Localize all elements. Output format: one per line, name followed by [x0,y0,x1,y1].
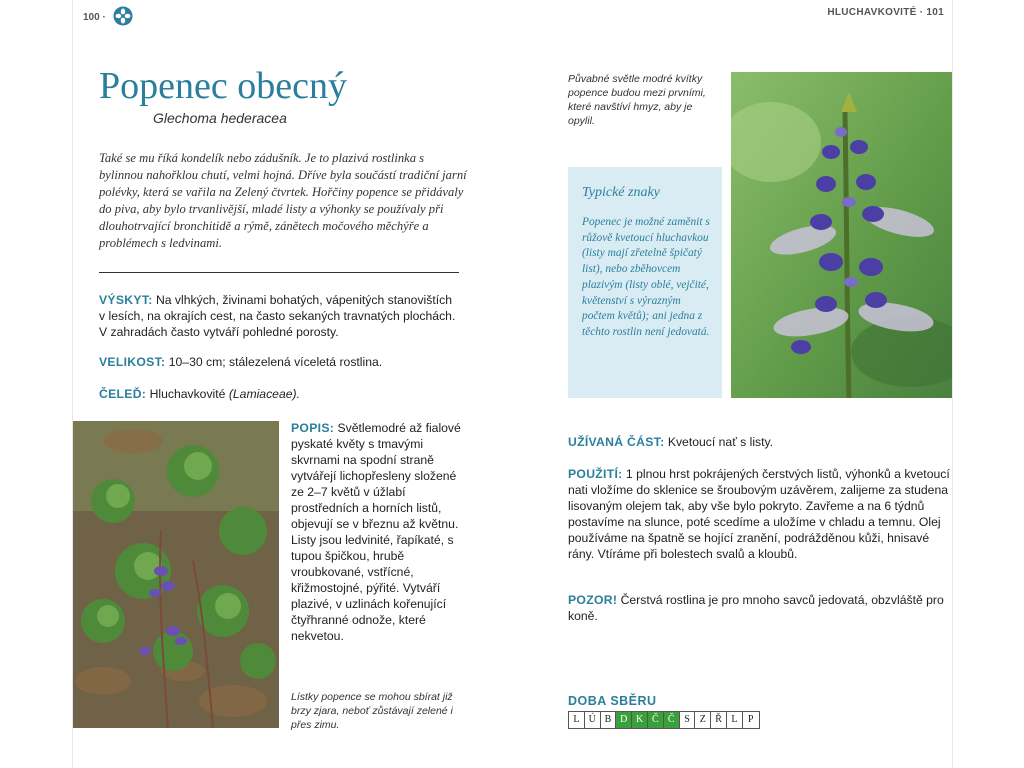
vyskyt-text: Na vlhkých, živinami bohatých, vápenitých stanovištích v lesích, na okrajích cest, na často sekaných travnatých plochách. V zahradách často vytváří pohledné porosty. [99,293,456,339]
flower-icon [113,6,133,29]
month-cell: B [601,712,617,728]
month-cell: Č [664,712,680,728]
section-celed [99,386,459,402]
box-title: Typické znaky [582,185,660,200]
pozor-text: Čerstvá rostlina je pro mnoho savců jedovatá, obzvláště pro koně. [568,593,944,623]
pouziti-text: 1 plnou hrst pokrájených čerstvých listů, výhonků a kvetoucí nati vložíme do sklenice se šroubovým uzávěrem, zalijeme za studena lisovaným olejem tak, aby vše bylo pokryto. Zavřeme a na 6 týdnů postavíme na slunce, poté scedíme a uložíme v chladu a temnu. Olej používáme na špatně se hojící zranění, podrážděnou kůži, hnisavé rány. Vtíráme při bolestech svalů a kloubů. [568,467,950,561]
page-title: Popenec obecný [99,65,347,107]
page-number-left [83,6,133,29]
month-cell: K [632,712,648,728]
right-page [512,0,953,768]
section-popis [291,420,461,644]
month-cell: D [616,712,632,728]
month-cell: P [747,714,754,725]
collection-time-label: DOBA SBĚRU [568,694,657,708]
latin-name: Glechoma hederacea [153,110,287,126]
box-text: Popenec je možné zaměnit s růžově kvetoucí hluchavkou (listy mají zřetelně špičatý list), nebo zběhovcem plazivým (listy oblé, vejčité, květenství s výrazným počtem květů); ani jedna z těchto rostlin není jedovatá. [582,216,710,338]
section-uzivana-cast [568,434,948,450]
section-pouziti [568,466,950,562]
plant-photo-flowers [731,72,952,398]
month-cell: L [727,712,743,728]
popis-label: POPIS: [291,421,335,435]
uzivana-label: UŽÍVANÁ ČÁST: [568,435,665,449]
month-cell: Z [695,712,711,728]
month-cell: S [680,712,696,728]
velikost-label: VELIKOST: [99,355,166,369]
section-pozor [568,592,948,624]
month-cell: Ú [585,712,601,728]
page-number-text: 100 · [83,12,106,24]
velikost-text: 10–30 cm; stálezelená víceletá rostlina. [168,355,383,369]
month-cell: L [569,712,585,728]
celed-latin: (Lamiaceae). [228,387,300,401]
popis-text: Světlemodré až fialové pyskaté květy s tmavými skvrnami na spodní straně vytvářejí lichopřesleny složené ze 2–7 květů v úžlabí prostředních a horních listů, objevují se v březnu až květnu. Listy jsou ledvinité, řapíkaté, s tupou špičkou, hrubě vroubkované, vstřícné, křižmostojné, pýřité. Vytváří plazivé, v uzlinách kořenující čtyřhranné odnože, které nekvetou. [291,421,461,643]
pozor-label: POZOR! [568,593,618,607]
section-vyskyt [99,292,459,340]
month-cell: Ř [711,712,727,728]
typical-features-box [568,167,722,398]
photo-caption-right: Půvabné světle modré kvítky popence budou mezi prvními, které navštíví hmyz, aby je opylil. [568,73,706,127]
section-divider [99,272,459,273]
celed-text: Hluchavkovité [149,387,226,401]
photo-caption-left: Lístky popence se mohou sbírat již brzy zjara, neboť zůstávají zelené i přes zimu. [291,691,453,731]
left-page [72,0,513,768]
plant-photo-ground [73,421,279,728]
intro-paragraph: Také se mu říká kondelík nebo zádušník. Je to plazivá rostlinka s bylinnou nahořklou chutí, velmi hojná. Dříve byla součástí tradiční jarní polévky, která se vařila na Zelený čtvrtek. Hořčiny popence se přidávaly do piva, aby bylo trvanlivější, mladé listy a výhonky se používaly při dlouhotrvající bronchitidě a rýmě, zánětech močového měchýře a problémech s ledvinami. [99,151,467,250]
vyskyt-label: VÝSKYT: [99,293,153,307]
uzivana-text: Kvetoucí nať s listy. [667,435,774,449]
section-velikost [99,354,459,370]
running-head: HLUCHAVKOVITÉ · 101 [827,7,944,18]
celed-label: ČELEĎ: [99,387,147,401]
pouziti-label: POUŽITÍ: [568,467,623,481]
month-cell: Č [648,712,664,728]
collection-months [568,711,760,729]
